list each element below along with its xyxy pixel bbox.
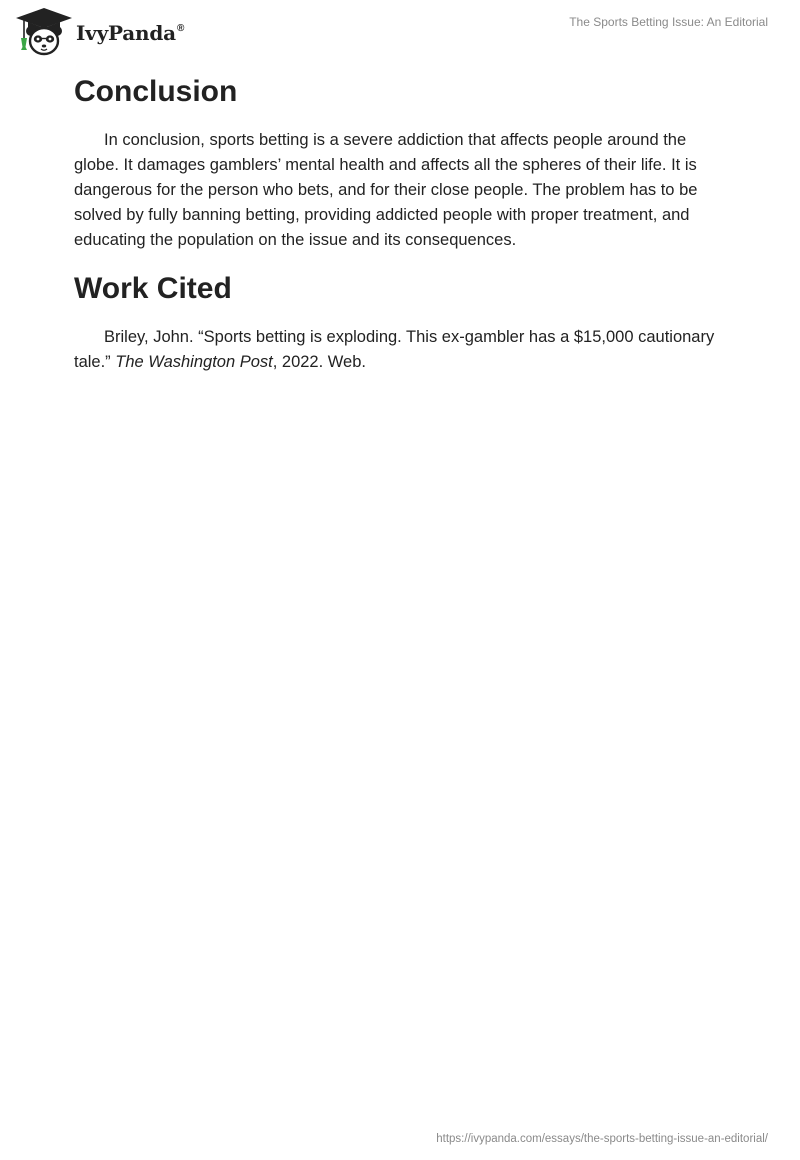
work-cited-section — [74, 269, 730, 375]
citation-entry — [74, 325, 730, 375]
conclusion-paragraph: In conclusion, sports betting is a severe addiction that affects people around the globe. It damages gamblers’ mental health and affects all the spheres of their life. It is dangerous for the person who bets, and for their close people. The problem has to be solved by fully banning betting, providing addicted people with proper treatment, and educating the population on the issue and its consequences. — [74, 131, 698, 249]
citation-tail: , 2022. Web. — [272, 353, 366, 371]
brand-name-text: IvyPanda — [76, 21, 176, 45]
conclusion-heading: Conclusion — [74, 75, 238, 108]
citation-source: The Washington Post — [115, 353, 273, 371]
brand-name — [76, 21, 184, 45]
page-header — [0, 0, 800, 64]
running-title: The Sports Betting Issue: An Editorial — [569, 15, 768, 29]
ivypanda-logo[interactable] — [14, 6, 184, 58]
registered-mark: ® — [176, 23, 185, 34]
essay-content — [74, 70, 730, 375]
citation-lead: Briley, John. “Sports betting is exploding. This ex-gambler has a $15,000 cautionary tale.” — [74, 328, 715, 371]
footer-source-link[interactable]: https://ivypanda.com/essays/the-sports-betting-issue-an-editorial/ — [436, 1133, 768, 1145]
conclusion-section — [74, 72, 730, 253]
panda-graduation-cap-icon — [14, 6, 74, 58]
work-cited-heading: Work Cited — [74, 272, 232, 305]
